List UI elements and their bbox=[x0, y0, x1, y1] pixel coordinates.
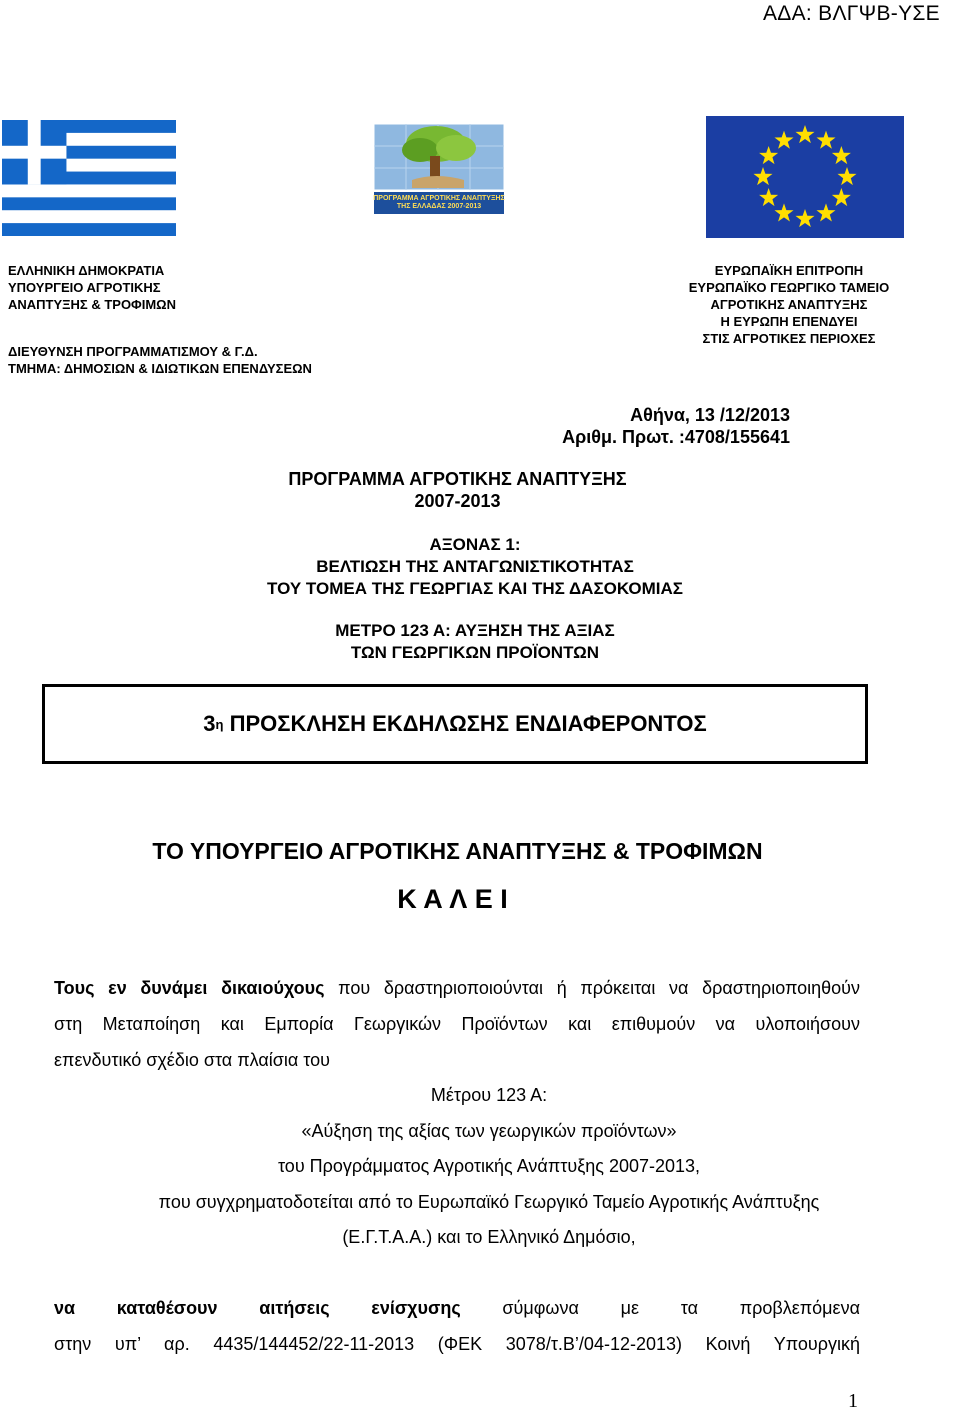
para1-line3: επενδυτικό σχέδιο στα πλαίσια του bbox=[54, 1050, 330, 1070]
measure-quote: «Αύξηση της αξίας των γεωργικών προϊόντων» bbox=[301, 1120, 677, 1141]
measure-title-line-1: ΜΕΤΡΟ 123 Α: ΑΥΞΗΣΗ ΤΗΣ ΑΞΙΑΣ bbox=[335, 621, 615, 640]
program-title-line-2: 2007-2013 bbox=[414, 491, 501, 511]
para2-line1: σύμφωνα με τα προβλεπόμενα bbox=[460, 1298, 860, 1318]
beneficiaries-bold: Τους εν δυνάμει δικαιούχους bbox=[54, 978, 325, 998]
hellenic-republic: ΕΛΛΗΝΙΚΗ ΔΗΜΟΚΡΑΤΙΑ bbox=[8, 263, 165, 278]
page-number: 1 bbox=[848, 1390, 858, 1412]
department: ΤΜΗΜΑ: ΔΗΜΟΣΙΩΝ & ΙΔΙΩΤΙΚΩΝ ΕΠΕΝΔΥΣΕΩΝ bbox=[8, 361, 312, 376]
greek-flag-icon bbox=[0, 120, 178, 236]
program-ref: του Προγράμματος Αγροτικής Ανάπτυξης 2007-2013, bbox=[277, 1156, 701, 1177]
axis-title-line-1: ΒΕΛΤΙΩΣΗ ΤΗΣ ΑΝΤΑΓΩΝΙΣΤΙΚΟΤΗΤΑΣ bbox=[316, 557, 634, 576]
call-superscript: η bbox=[215, 716, 224, 732]
cofinancing-line: που συγχρηματοδοτείται από το Ευρωπαϊκό Γεωργικό Ταμείο Αγροτικής Ανάπτυξης bbox=[158, 1191, 820, 1212]
eu-motto-line-2: ΣΤΙΣ ΑΓΡΟΤΙΚΕΣ ΠΕΡΙΟΧΕΣ bbox=[702, 331, 876, 346]
axis-heading bbox=[0, 534, 950, 600]
measure-title-line-2: ΤΩΝ ΓΕΩΡΓΙΚΩΝ ΠΡΟΪΟΝΤΩΝ bbox=[350, 643, 600, 662]
axis-label: ΑΞΟΝΑΣ 1: bbox=[429, 535, 521, 554]
date-protocol bbox=[530, 404, 790, 448]
ministry-line-1: ΥΠΟΥΡΓΕΙΟ ΑΓΡΟΤΙΚΗΣ bbox=[8, 280, 161, 295]
funding-sources: (Ε.Γ.Τ.Α.Α.) και το Ελληνικό Δημόσιο, bbox=[342, 1227, 636, 1248]
ministry-calls: ΤΟ ΥΠΟΥΡΓΕΙΟ ΑΓΡΟΤΙΚΗΣ ΑΝΑΠΤΥΞΗΣ & ΤΡΟΦΙΜΩΝ bbox=[152, 838, 763, 864]
axis-title-line-2: ΤΟΥ ΤΟΜΕΑ ΤΗΣ ΓΕΩΡΓΙΑΣ ΚΑΙ ΤΗΣ ΔΑΣΟΚΟΜΙΑΣ bbox=[267, 579, 683, 598]
para1-line2: στη Μεταποίηση και Εμπορία Γεωργικών Προϊόντων και επιθυμούν να υλοποιήσουν bbox=[54, 1014, 860, 1034]
application-paragraph bbox=[54, 1290, 860, 1362]
program-title bbox=[0, 468, 915, 512]
eu-commission: ΕΥΡΩΠΑΪΚΗ ΕΠΙΤΡΟΠΗ bbox=[714, 263, 864, 278]
call-number: 3 bbox=[203, 711, 216, 736]
program-logo bbox=[372, 120, 506, 214]
beneficiaries-paragraph bbox=[54, 970, 860, 1078]
application-bold: να καταθέσουν αιτήσεις ενίσχυσης bbox=[54, 1298, 461, 1318]
program-title-line-1: ΠΡΟΓΡΑΜΜΑ ΑΓΡΟΤΙΚΗΣ ΑΝΑΠΤΥΞΗΣ bbox=[288, 469, 627, 489]
kalei: Κ Α Λ Ε Ι bbox=[397, 884, 508, 914]
eu-fund-line-1: ΕΥΡΩΠΑΪΚΟ ΓΕΩΡΓΙΚΟ ΤΑΜΕΙΟ bbox=[688, 280, 890, 295]
directorate: ΔΙΕΥΘΥΝΣΗ ΠΡΟΓΡΑΜΜΑΤΙΣΜΟΥ & Γ.Δ. bbox=[8, 344, 258, 359]
ada-code: ΑΔΑ: ΒΛΓΨΒ-ΥΣΕ bbox=[762, 2, 940, 25]
right-header bbox=[640, 262, 938, 347]
program-logo-line-2: ΤΗΣ ΕΛΛΑΔΑΣ 2007-2013 bbox=[396, 203, 482, 210]
para1-line1: που δραστηριοποιούνται ή πρόκειται να δραστηριοποιηθούν bbox=[324, 978, 861, 998]
protocol-number: Αριθμ. Πρωτ. :4708/155641 bbox=[562, 427, 790, 447]
left-header bbox=[8, 262, 312, 377]
measure-description bbox=[0, 1078, 960, 1256]
call-title: ΠΡΟΣΚΛΗΣΗ ΕΚΔΗΛΩΣΗΣ ΕΝΔΙΑΦΕΡΟΝΤΟΣ bbox=[229, 711, 707, 736]
program-logo-line-1: ΠΡΟΓΡΑΜΜΑ ΑΓΡΟΤΙΚΗΣ ΑΝΑΠΤΥΞΗΣ bbox=[373, 195, 505, 202]
eu-fund-line-2: ΑΓΡΟΤΙΚΗΣ ΑΝΑΠΤΥΞΗΣ bbox=[710, 297, 868, 312]
ministry-line-2: ΑΝΑΠΤΥΞΗΣ & ΤΡΟΦΙΜΩΝ bbox=[8, 297, 176, 312]
date-line: Αθήνα, 13 /12/2013 bbox=[630, 405, 790, 425]
para2-line2: στην υπ’ αρ. 4435/144452/22-11-2013 (ΦΕΚ 3078/τ.Β’/04-12-2013) Κοινή Υπουργική bbox=[54, 1334, 860, 1354]
measure-ref: Μέτρου 123 Α: bbox=[430, 1085, 548, 1105]
eu-motto-line-1: Η ΕΥΡΩΠΗ ΕΠΕΝΔΥΕΙ bbox=[720, 314, 858, 329]
eu-flag-icon bbox=[706, 116, 904, 238]
measure-heading bbox=[0, 620, 950, 664]
call-title-box bbox=[42, 684, 868, 764]
